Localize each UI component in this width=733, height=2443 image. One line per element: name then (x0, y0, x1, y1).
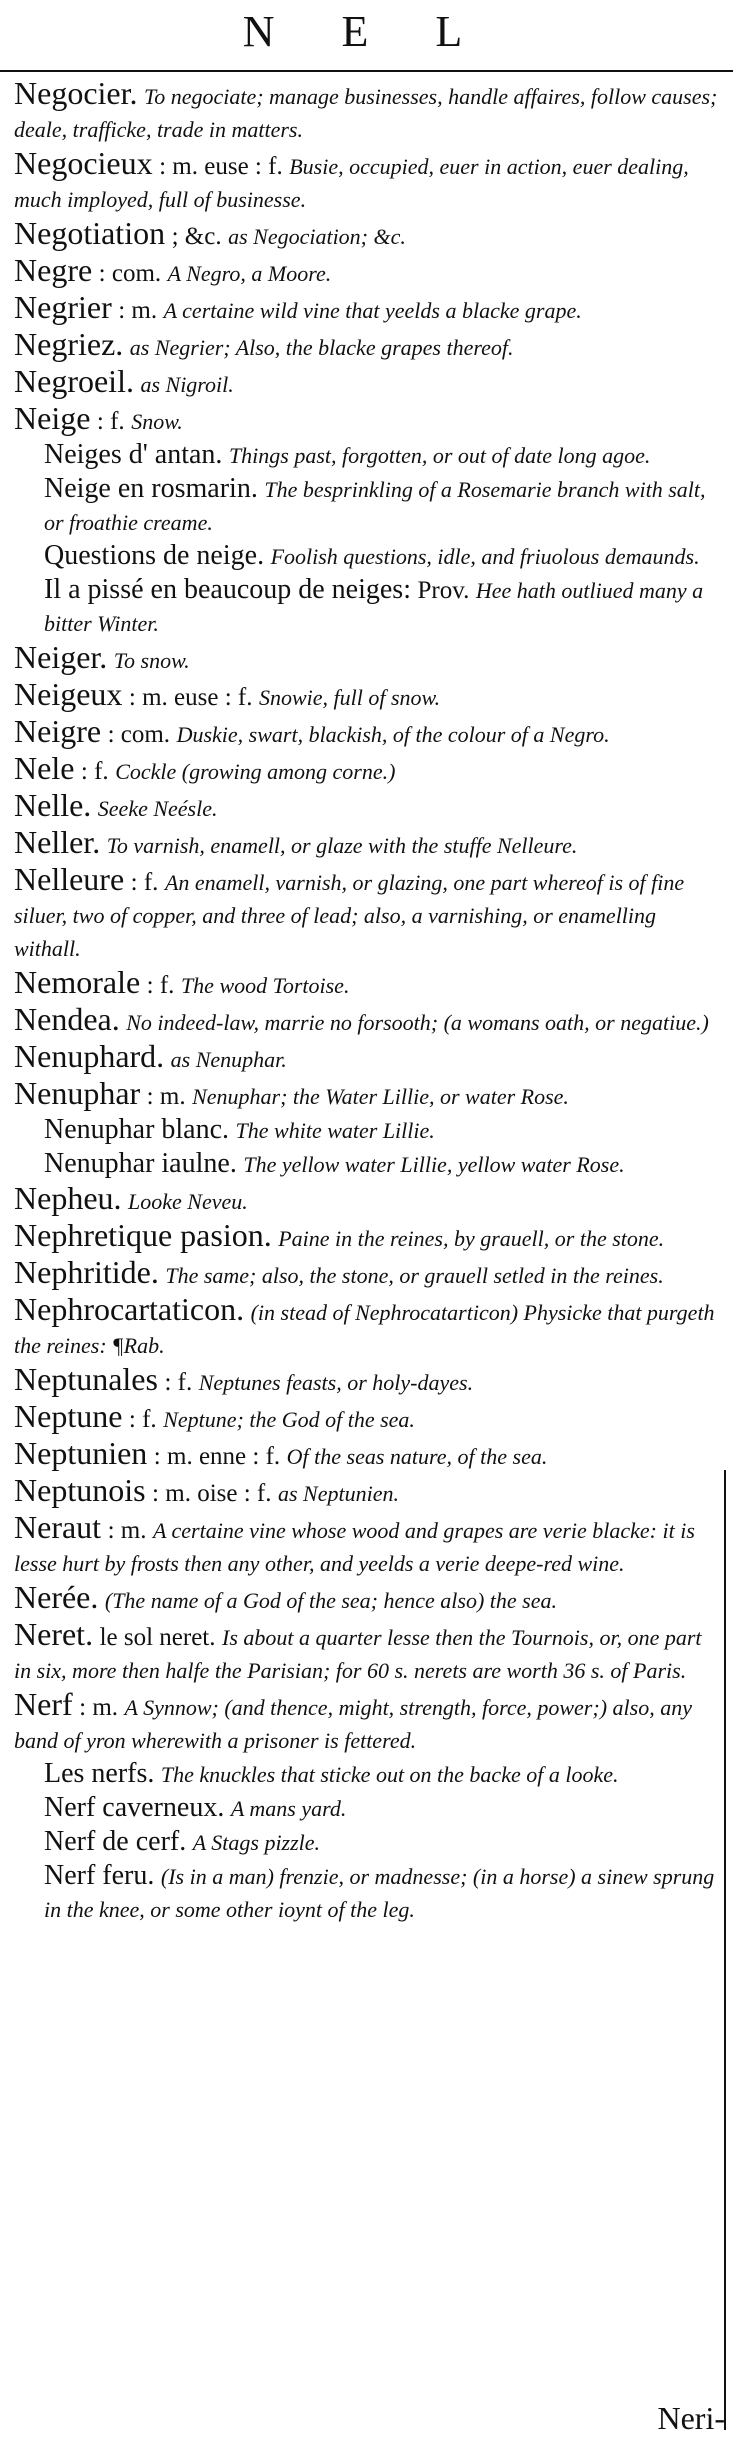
sub-entry (44, 438, 718, 472)
headword: Nerée. (14, 1579, 99, 1615)
sub-entry (44, 573, 718, 640)
definition: as Nigroil. (140, 372, 234, 397)
dictionary-entry (14, 1473, 718, 1510)
headword: Nerf feru. (44, 1860, 155, 1891)
dictionary-entry (14, 751, 718, 788)
dictionary-entry (14, 216, 718, 253)
headword: Negrier (14, 289, 112, 325)
definition: (The name of a God of the sea; hence also) the sea. (104, 1588, 557, 1613)
sub-entry (44, 1791, 718, 1825)
definition: To negociate; manage businesses, handle affaires, follow causes; deale, trafficke, trade in matters. (14, 84, 718, 142)
headword: Nepheu. (14, 1180, 122, 1216)
headword: Les nerfs. (44, 1758, 155, 1789)
definition: Hee hath outliued many a bitter Winter. (44, 578, 704, 636)
headword: Nele (14, 750, 75, 786)
dictionary-entry (14, 401, 718, 438)
headword: Nephritide. (14, 1254, 159, 1290)
headword: Neiger. (14, 639, 108, 675)
headword: Neptunois (14, 1472, 146, 1508)
margin-line (724, 1470, 726, 2430)
entry-column (14, 76, 718, 1926)
headword: Neigre (14, 713, 102, 749)
dictionary-entry (14, 290, 718, 327)
definition: as Neptunien. (277, 1481, 399, 1506)
dictionary-entry (14, 862, 718, 965)
dictionary-entry (14, 825, 718, 862)
headword: Nelle. (14, 787, 92, 823)
dictionary-entry (14, 1039, 718, 1076)
definition: No indeed-law, marrie no forsooth; (a womans oath, or negatiue.) (126, 1010, 709, 1035)
definition: A Synnow; (and thence, might, strength, force, power;) also, any band of yron wherewith a prisoner is fettered. (14, 1695, 692, 1753)
page-header: N E L (242, 7, 491, 56)
grammar-label: ; &c. (171, 223, 222, 250)
definition: The knuckles that sticke out on the backe of a looke. (160, 1762, 619, 1787)
definition: Nenuphar; the Water Lillie, or water Rose. (192, 1084, 569, 1109)
definition: A mans yard. (230, 1796, 347, 1821)
definition: The besprinkling of a Rosemarie branch with salt, or froathie creame. (44, 477, 706, 535)
headword: Neige (14, 400, 91, 436)
headword: Nenuphar blanc. (44, 1114, 230, 1145)
headword: Negriez. (14, 326, 124, 362)
dictionary-entry (14, 1002, 718, 1039)
definition: The white water Lillie. (235, 1118, 435, 1143)
definition: A certaine wild vine that yeelds a blacke grape. (163, 298, 582, 323)
dictionary-entry (14, 364, 718, 401)
grammar-label: : m. euse : f. (159, 153, 283, 180)
sub-entry (44, 1859, 718, 1926)
grammar-label: : f. (146, 972, 175, 999)
grammar-label: : m. euse : f. (128, 684, 253, 711)
definition: Neptune; the God of the sea. (163, 1407, 415, 1432)
dictionary-entry (14, 146, 718, 216)
definition: as Nenuphar. (170, 1047, 287, 1072)
definition: (Is in a man) frenzie, or madnesse; (in a horse) a sinew sprung in the knee, or some other ioynt of the leg. (44, 1864, 715, 1922)
sub-entry (44, 1825, 718, 1859)
dictionary-entry (14, 714, 718, 751)
header-rule (0, 70, 733, 72)
headword: Negotiation (14, 215, 166, 251)
definition: Neptunes feasts, or holy-dayes. (198, 1370, 474, 1395)
dictionary-entry (14, 677, 718, 714)
headword: Neptunales (14, 1361, 158, 1397)
dictionary-entry (14, 1436, 718, 1473)
dictionary-entry (14, 1399, 718, 1436)
dictionary-entry (14, 1580, 718, 1617)
definition: Paine in the reines, by grauell, or the stone. (278, 1226, 665, 1251)
grammar-label: le sol neret. (99, 1624, 216, 1651)
headword: Nerf de cerf. (44, 1826, 187, 1857)
dictionary-entry (14, 1510, 718, 1580)
dictionary-entry (14, 1617, 718, 1687)
definition: Busie, occupied, euer in action, euer dealing, much imployed, full of businesse. (14, 154, 689, 212)
grammar-label: : com. (107, 721, 171, 748)
headword: Nenuphar iaulne. (44, 1148, 237, 1179)
dictionary-entry (14, 253, 718, 290)
definition: A certaine vine whose wood and grapes are verie blacke: it is lesse hurt by frosts then any other, and yeelds a verie deepe-red wine. (14, 1518, 695, 1576)
grammar-label: : m. (79, 1694, 119, 1721)
grammar-label: : f. (164, 1369, 193, 1396)
headword: Neller. (14, 824, 101, 860)
headword: Nephrocartaticon. (14, 1291, 245, 1327)
dictionary-entry (14, 640, 718, 677)
dictionary-entry (14, 1181, 718, 1218)
headword: Neigeux (14, 676, 123, 712)
headword: Neptune (14, 1398, 123, 1434)
dictionary-entry (14, 1076, 718, 1113)
headword: Nelleure (14, 861, 125, 897)
definition: An enamell, varnish, or glazing, one part whereof is of fine siluer, two of copper, and three of lead; also, a varnishing, or enamelling withall. (14, 870, 685, 961)
headword: Negroeil. (14, 363, 134, 399)
dictionary-entry (14, 327, 718, 364)
headword: Neret. (14, 1616, 94, 1652)
headword: Neraut (14, 1509, 102, 1545)
grammar-label: : f. (128, 1406, 157, 1433)
definition: The same; also, the stone, or grauell setled in the reines. (165, 1263, 664, 1288)
definition: Snowie, full of snow. (259, 685, 441, 710)
definition: To snow. (113, 648, 190, 673)
headword: Negocier. (14, 75, 138, 111)
sub-entry (44, 1113, 718, 1147)
catchword: Neri- (657, 2400, 725, 2436)
headword: Neiges d' antan. (44, 439, 223, 470)
headword: Nerf (14, 1686, 73, 1722)
definition: as Negociation; &c. (228, 224, 406, 249)
definition: Duskie, swart, blackish, of the colour of a Negro. (176, 722, 610, 747)
definition: To varnish, enamell, or glaze with the stuffe Nelleure. (106, 833, 578, 858)
sub-entry (44, 539, 718, 573)
sub-entry (44, 1147, 718, 1181)
dictionary-entry (14, 1292, 718, 1362)
grammar-label: : m. enne : f. (153, 1443, 281, 1470)
definition: The wood Tortoise. (180, 973, 350, 998)
definition: Seeke Neésle. (97, 796, 218, 821)
definition: Foolish questions, idle, and friuolous demaunds. (270, 544, 700, 569)
definition: A Stags pizzle. (192, 1830, 321, 1855)
headword: Il a pissé en beaucoup de neiges: (44, 574, 411, 605)
sub-entry (44, 472, 718, 539)
headword: Questions de neige. (44, 540, 265, 571)
definition: Is about a quarter lesse then the Tournois, or, one part in six, more then halfe the Parisian; for 60 s. nerets are worth 36 s. of Paris. (14, 1625, 702, 1683)
grammar-label: : com. (98, 260, 162, 287)
definition: Of the seas nature, of the sea. (286, 1444, 548, 1469)
definition: (in stead of Nephrocatarticon) Physicke that purgeth the reines: ¶Rab. (14, 1300, 715, 1358)
definition: A Negro, a Moore. (167, 261, 332, 286)
dictionary-entry (14, 965, 718, 1002)
headword: Neptunien (14, 1435, 148, 1471)
grammar-label: : f. (80, 758, 109, 785)
grammar-label: : m. oise : f. (152, 1480, 272, 1507)
headword: Nephretique pasion. (14, 1217, 272, 1253)
definition: Cockle (growing among corne.) (115, 759, 396, 784)
definition: Things past, forgotten, or out of date long agoe. (228, 443, 651, 468)
headword: Nenuphar (14, 1075, 141, 1111)
definition: as Negrier; Also, the blacke grapes thereof. (129, 335, 514, 360)
headword: Nemorale (14, 964, 141, 1000)
grammar-label: : m. (107, 1517, 147, 1544)
dictionary-entry (14, 1687, 718, 1757)
headword: Nendea. (14, 1001, 120, 1037)
sub-entry (44, 1757, 718, 1791)
headword: Nerf caverneux. (44, 1792, 225, 1823)
definition: Snow. (131, 409, 183, 434)
grammar-label: Prov. (417, 577, 470, 604)
headword: Negocieux (14, 145, 153, 181)
grammar-label: : m. (146, 1083, 186, 1110)
grammar-label: : m. (118, 297, 158, 324)
dictionary-entry (14, 76, 718, 146)
definition: The yellow water Lillie, yellow water Rose. (243, 1152, 625, 1177)
grammar-label: : f. (130, 869, 159, 896)
definition: Looke Neveu. (128, 1189, 248, 1214)
dictionary-entry (14, 1362, 718, 1399)
dictionary-entry (14, 1218, 718, 1255)
grammar-label: : f. (96, 408, 125, 435)
headword: Nenuphard. (14, 1038, 165, 1074)
headword: Negre (14, 252, 93, 288)
headword: Neige en rosmarin. (44, 473, 258, 504)
dictionary-entry (14, 788, 718, 825)
dictionary-entry (14, 1255, 718, 1292)
